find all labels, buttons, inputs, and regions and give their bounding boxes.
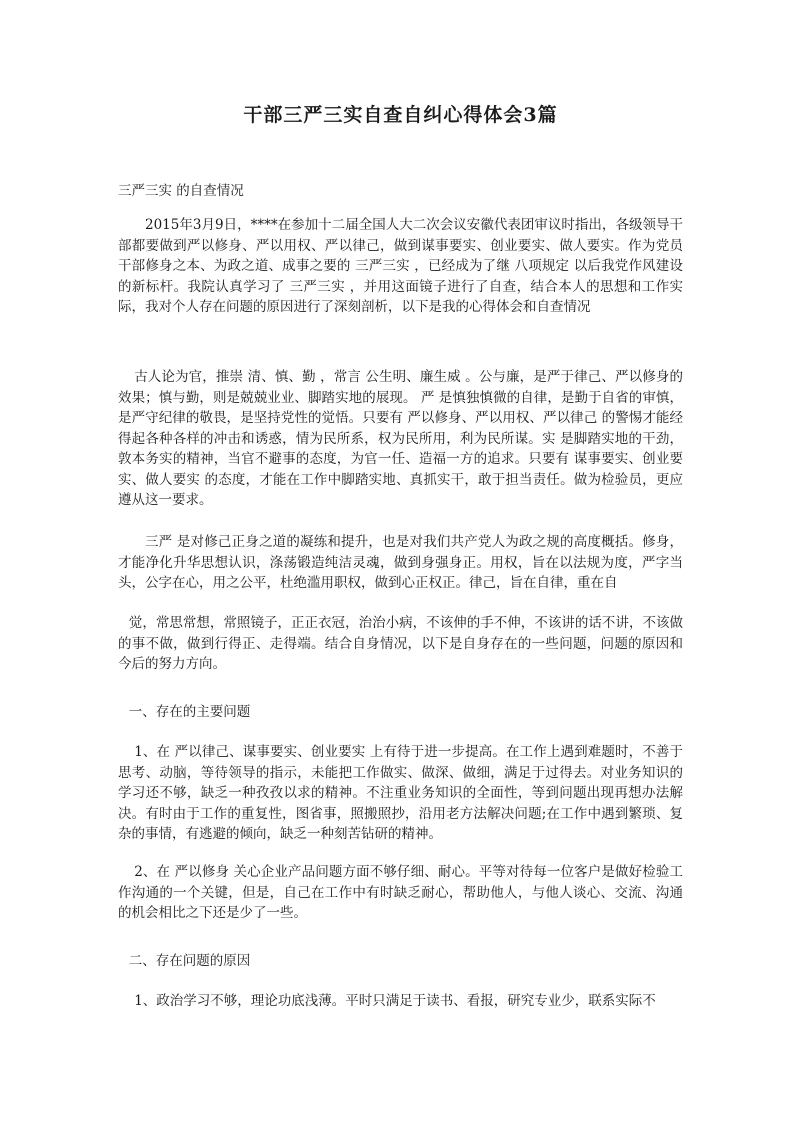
heading-main-problems: 一、存在的主要问题: [128, 704, 251, 720]
paragraph-ancient: 古人论为官，推崇 清、慎、勤 ，常言 公生明、廉生威 。公与廉，是严于律己、严以修身的效果；慎与勤，则是兢兢业业、脚踏实地的展现。 严 是慎独慎微的自律，是勤于自省的审慎，是严守纪律的敬畏，是坚持党性的觉悟。只要有 严以修身、严以用权、严以律己 的警惕才能经得起各种各样的冲击和诱惑，情为民所系，权为民所用，利为民所谋。实 是脚踏实地的干劲，敦本务实的精神，当官不避事的态度，为官一任、造福一方的追求。只要有 谋事要实、创业要实、做人要实 的态度，才能在工作中脚踏实地、真抓实干，敢于担当责任。做为检验员，更应遵从这一要求。: [118, 369, 683, 508]
paragraph-three-strict: 三严 是对修己正身之道的凝练和提升，也是对我们共产党人为政之规的高度概括。修身，才能净化升华思想认识，涤荡锻造纯洁灵魂，做到身强身正。用权，旨在以法规为度，严字当头，公字在心，用之公平，杜绝滥用职权，做到心正权正。律己，旨在自律，重在自: [118, 534, 683, 591]
paragraph-problem-1: 1、在 严以律己、谋事要实、创业要实 上有待于进一步提高。在工作上遇到难题时，不善于思考、动脑，等待领导的指示，未能把工作做实、做深、做细，满足于过得去。对业务知识的学习还不够，缺乏一种孜孜以求的精神。不注重业务知识的全面性，等到问题出现再想办法解决。有时由于工作的重复性，图省事，照搬照抄，沿用老方法解决问题;在工作中遇到繁琐、复杂的事情，有逃避的倾向，缺乏一种刻苦钻研的精神。: [118, 744, 683, 842]
paragraph-continued: 觉，常思常想，常照镜子，正正衣冠，治治小病，不该伸的手不伸，不该讲的话不讲，不该做的事不做，做到行得正、走得端。结合自身情况，以下是自身存在的一些问题，问题的原因和今后的努力方向。: [118, 615, 683, 672]
paragraph-problem-2: 2、在 严以修身 关心企业产品问题方面不够仔细、耐心。平等对待每一位客户是做好检验工作沟通的一个关键，但是，自己在工作中有时缺乏耐心，帮助他人，与他人谈心、交流、沟通的机会相比之下还是少了一些。: [118, 864, 683, 921]
document-title: 干部三严三实自查自纠心得体会3篇: [243, 104, 558, 126]
section-heading: 三严三实 的自查情况: [118, 183, 244, 199]
heading-causes: 二、存在问题的原因: [128, 953, 251, 969]
paragraph-cause-1: 1、政治学习不够，理论功底浅薄。平时只满足于读书、看报，研究专业少，联系实际不: [134, 993, 656, 1009]
paragraph-intro: 2015年3月9日，****在参加十二届全国人大二次会议安徽代表团审议时指出，各级领导干部都要做到严以修身、严以用权、严以律己，做到谋事要实、创业要实、做人要实。作为党员干部修身之本、为政之道、成事之要的 三严三实 ，已经成为了继 八项规定 以后我党作风建设的新标杆。我院认真学习了 三严三实 ，并用这面镜子进行了自查，结合本人的思想和工作实际，我对个人存在问题的原因进行了深刻剖析，以下是我的心得体会和自查情况: [118, 217, 683, 315]
